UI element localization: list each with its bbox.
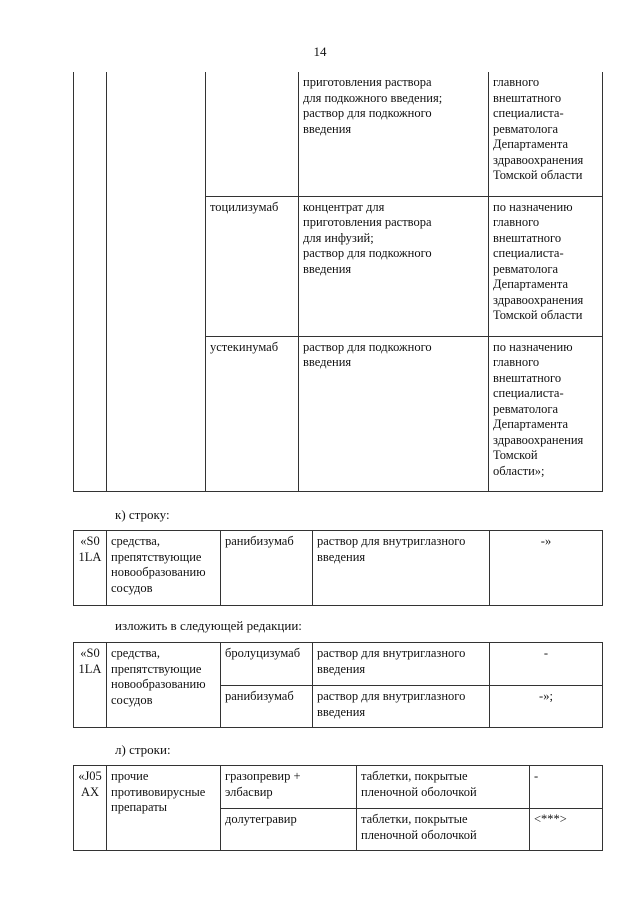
dosage-form-cell: раствор для внутриглазного введения xyxy=(313,643,490,686)
atc-code-cell: «J05 AX xyxy=(74,766,107,851)
drug-name-cell: ранибизумаб xyxy=(221,686,313,728)
drug-name-cell: долутегравир xyxy=(221,809,357,851)
antiviral-rows-table xyxy=(73,765,603,851)
atc-code-cell: «S0 1LA xyxy=(74,531,107,606)
dosage-form-cell: таблетки, покрытые пленочной оболочкой xyxy=(357,809,530,851)
group-cell: средства, препятствующие новообразованию сосудов xyxy=(107,643,221,728)
table-row xyxy=(74,643,603,686)
note-cell: -» xyxy=(490,531,603,606)
dosage-form-cell: приготовления раствора для подкожного введения; раствор для подкожного введения xyxy=(299,72,489,196)
group-cell: прочие противовирусные препараты xyxy=(107,766,221,851)
table-row xyxy=(74,72,603,196)
note-cell: - xyxy=(490,643,603,686)
note-cell: главного внештатного специалиста- ревматолога Департамента здравоохранения Томской области xyxy=(489,72,603,196)
dosage-form-cell: раствор для внутриглазного введения xyxy=(313,686,490,728)
amendment-label-edit: изложить в следующей редакции: xyxy=(115,618,302,633)
drug-name-cell: гразопревир + элбасвир xyxy=(221,766,357,809)
group-cell xyxy=(107,72,206,491)
amendment-label-k: к) строку: xyxy=(115,507,170,522)
note-cell: <***> xyxy=(530,809,603,851)
dosage-form-cell: концентрат для приготовления раствора для инфузий; раствор для подкожного введения xyxy=(299,196,489,336)
note-cell: по назначению главного внештатного специалиста- ревматолога Департамента здравоохранения Томской области xyxy=(489,196,603,336)
drug-name-cell xyxy=(206,72,299,196)
revised-row-table xyxy=(73,642,603,728)
drug-table-continuation xyxy=(73,72,603,492)
dosage-form-cell: раствор для подкожного введения xyxy=(299,336,489,491)
drug-name-cell: тоцилизумаб xyxy=(206,196,299,336)
drug-name-cell: ранибизумаб xyxy=(221,531,313,606)
original-row-table xyxy=(73,530,603,606)
page-number: 14 xyxy=(313,44,327,59)
table-row xyxy=(74,531,603,606)
drug-name-cell: бролуцизумаб xyxy=(221,643,313,686)
dosage-form-cell: раствор для внутриглазного введения xyxy=(313,531,490,606)
dosage-form-cell: таблетки, покрытые пленочной оболочкой xyxy=(357,766,530,809)
atc-code-cell: «S0 1LA xyxy=(74,643,107,728)
atc-code-cell xyxy=(74,72,107,491)
group-cell: средства, препятствующие новообразованию сосудов xyxy=(107,531,221,606)
table-row xyxy=(74,766,603,809)
note-cell: -»; xyxy=(490,686,603,728)
drug-name-cell: устекинумаб xyxy=(206,336,299,491)
amendment-label-l: л) строки: xyxy=(115,742,171,757)
note-cell: - xyxy=(530,766,603,809)
note-cell: по назначению главного внештатного специалиста- ревматолога Департамента здравоохранения Томской области»; xyxy=(489,336,603,491)
